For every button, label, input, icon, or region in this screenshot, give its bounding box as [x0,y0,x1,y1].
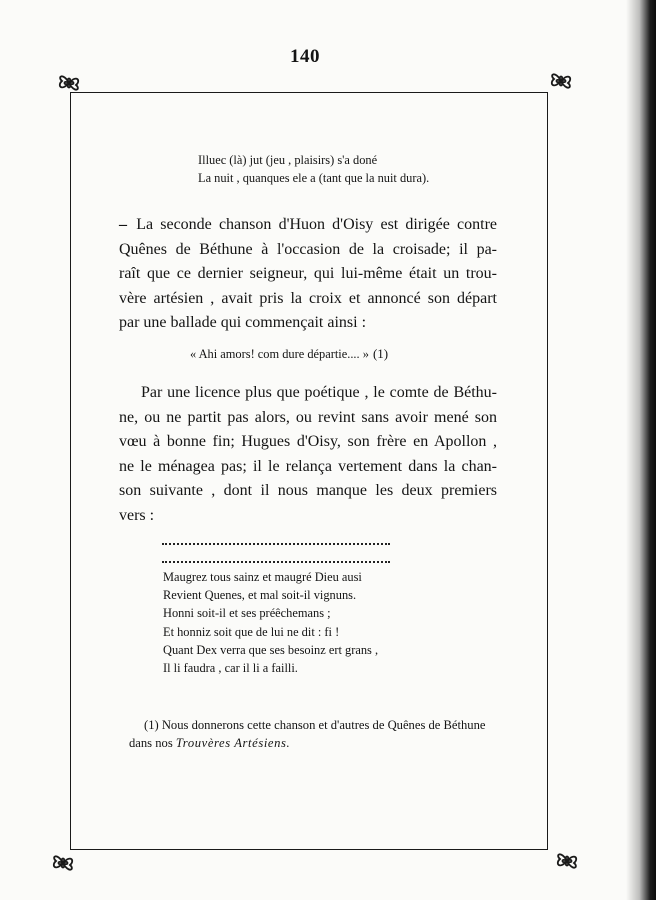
paragraph-1 [119,213,497,336]
verse-chanson [163,568,378,677]
paragraph-line: vère artésien , avait pris la croix et annoncé son départ [119,289,497,307]
footnote-line: (1) Nous donnerons cette chanson et d'autres de Quênes de Béthune [144,718,486,732]
book-title: Trouvères Artésiens. [175,736,291,750]
verse-line: Quant Dex verra que ses besoinz ert grans , [163,642,379,657]
verse-line: La nuit , quanques ele a (tant que la nuit dura). [198,171,430,185]
verse-line: Honni soit-il et ses préêchemans ; [163,606,331,621]
em-dash: – [119,216,127,233]
verse-intro [198,151,429,187]
paragraph-line: vœu à bonne fin; Hugues d'Oisy, son frère en Apollon , [119,433,497,451]
quatrefoil-ornament-icon [552,846,582,876]
paragraph-line: vers : [119,506,155,524]
footnote [129,716,486,752]
paragraph-line: ne le ménagea pas; il le relança vertement dans la chan- [119,457,497,475]
verse-line: Et honniz soit que de lui ne dit : fi ! [163,624,340,639]
paragraph-2 [119,381,497,529]
paragraph-line: raît que ce dernier seigneur, qui lui-même était un trou- [119,265,497,283]
paragraph-line: Par une licence plus que poétique , le comte de Béthu- [141,384,497,401]
footnote-line: dans nos Trouvères Artésiens. [129,736,291,750]
paragraph-line: par une ballade qui commençait ainsi : [119,314,367,332]
quatrefoil-ornament-icon [54,68,84,98]
quatrefoil-ornament-icon [48,848,78,878]
page-number: 140 [290,46,320,67]
omitted-verse-dots [162,543,390,551]
paragraph-line: Quênes de Béthune à l'occasion de la croisade; il pa- [119,240,497,258]
paragraph-line: son suivante , dont il nous manque les deux premiers [119,482,497,500]
verse-line: Maugrez tous sainz et maugré Dieu ausi [163,570,362,584]
paragraph-line: ne, ou ne partit pas alors, ou revint sans avoir mené son [119,408,497,426]
footnote-reference: (1) [372,346,389,361]
verse-line: Il li faudra , car il li a failli. [163,661,298,676]
quatrefoil-ornament-icon [546,66,576,96]
verse-line: Revient Quenes, et mal soit-il vignuns. [163,588,357,603]
quote-text: « Ahi amors! com dure départie.... » [190,347,369,361]
quoted-verse [190,346,388,362]
verse-line: Illuec (là) jut (jeu , plaisirs) s'a doné [198,153,378,167]
page-edge-shadow [626,0,656,900]
paragraph-line: – La seconde chanson d'Huon d'Oisy est dirigée contre [119,216,497,233]
